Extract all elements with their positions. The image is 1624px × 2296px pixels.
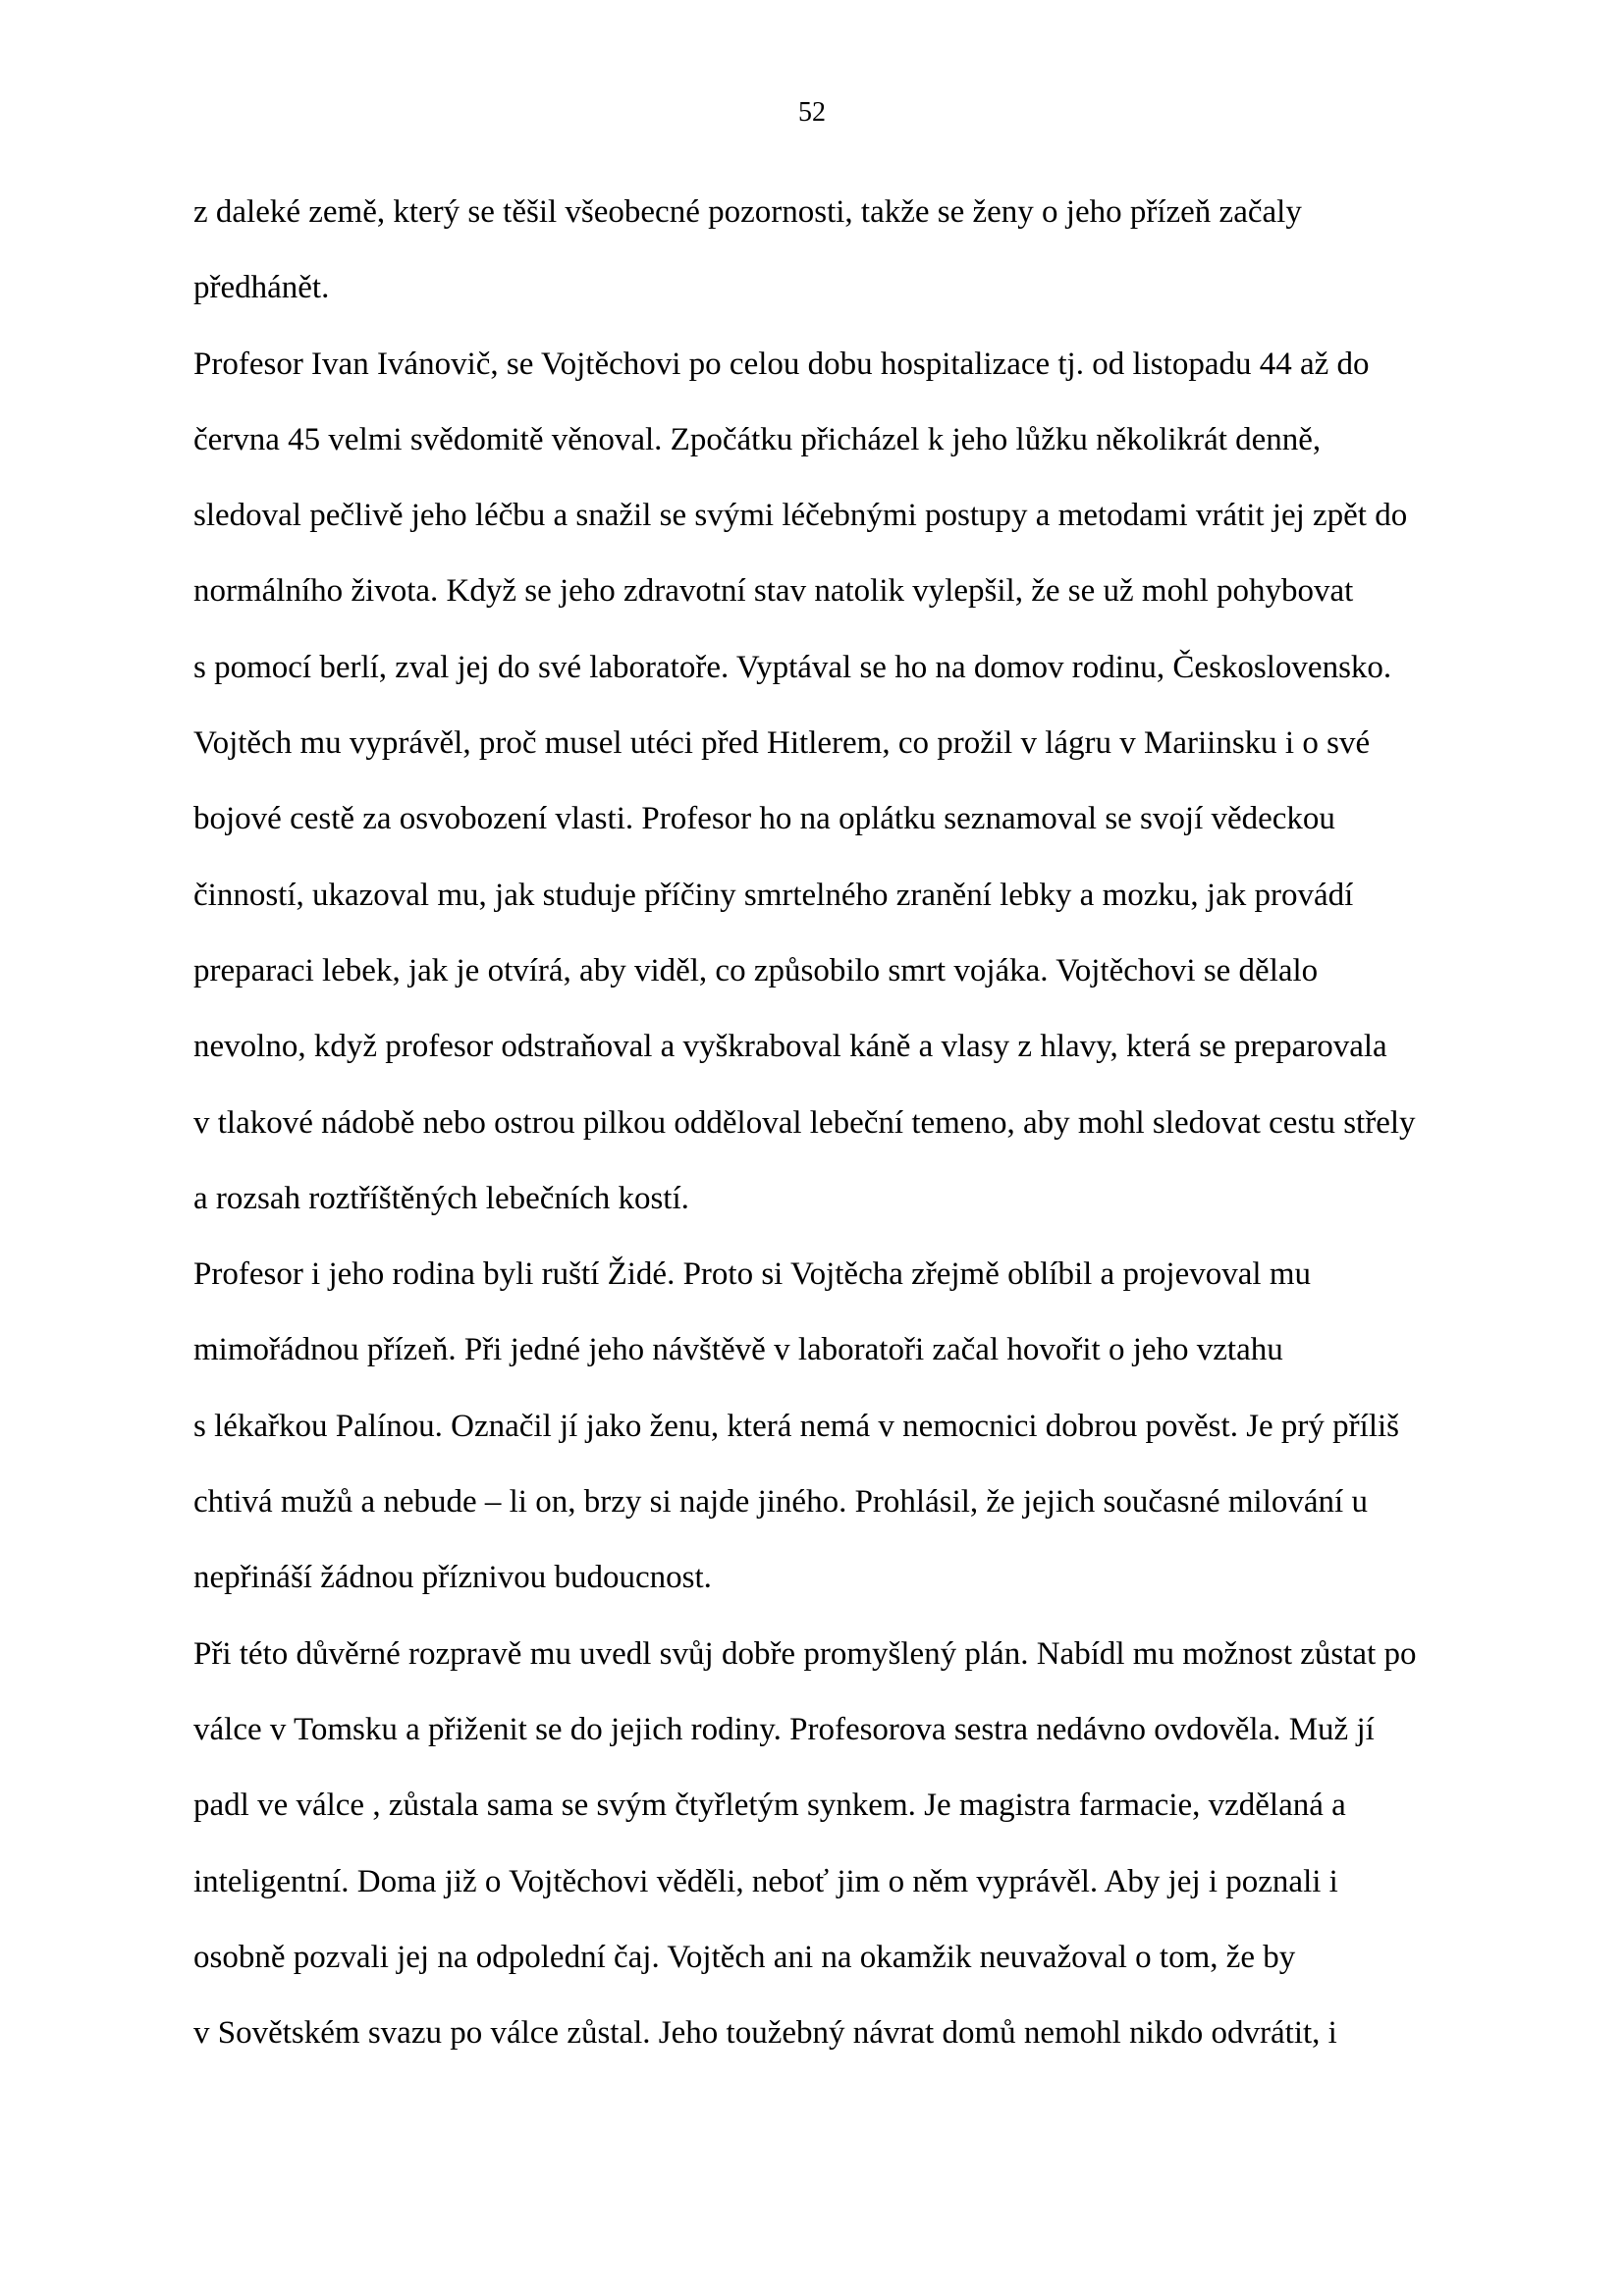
text-line: válce v Tomsku a přiženit se do jejich rodiny. Profesorova sestra nedávno ovdověla. Muž jí: [193, 1711, 1375, 1747]
text-line: nepřináší žádnou příznivou budoucnost.: [193, 1560, 712, 1596]
text-line: činností, ukazoval mu, jak studuje příčiny smrtelného zranění lebky a mozku, jak provádí: [193, 877, 1354, 913]
text-line: s lékařkou Palínou. Označil jí jako ženu, která nemá v nemocnici dobrou pověst. Je prý příliš: [193, 1408, 1400, 1444]
text-line: Vojtěch mu vyprávěl, proč musel utéci před Hitlerem, co prožil v lágru v Mariinsku i o své: [193, 725, 1371, 762]
text-line: bojové cestě za osvobození vlasti. Profesor ho na oplátku seznamoval se svojí vědeckou: [193, 801, 1335, 837]
text-line: s pomocí berlí, zval jej do své laboratoře. Vyptával se ho na domov rodinu, Československo.: [193, 649, 1392, 685]
text-line: sledoval pečlivě jeho léčbu a snažil se svými léčebnými postupy a metodami vrátit jej zpět do: [193, 498, 1408, 534]
text-line: inteligentní. Doma již o Vojtěchovi věděli, neboť jim o něm vyprávěl. Aby jej i poznali i: [193, 1863, 1338, 1899]
text-line: v tlakové nádobě nebo ostrou pilkou odděloval lebeční temeno, aby mohl sledovat cestu střely: [193, 1104, 1416, 1141]
text-line: normálního života. Když se jeho zdravotní stav natolik vylepšil, že se už mohl pohybovat: [193, 573, 1354, 610]
text-line: padl ve válce , zůstala sama se svým čtyřletým synkem. Je magistra farmacie, vzdělaná a: [193, 1788, 1346, 1824]
text-line: předhánět.: [193, 270, 330, 306]
text-line: v Sovětském svazu po válce zůstal. Jeho toužebný návrat domů nemohl nikdo odvrátit, i: [193, 2015, 1337, 2052]
text-line: Při této důvěrné rozpravě mu uvedl svůj dobře promyšlený plán. Nabídl mu možnost zůstat po: [193, 1635, 1417, 1672]
text-body: [193, 192, 1470, 2089]
text-line: června 45 velmi svědomitě věnoval. Zpočátku přicházel k jeho lůžku několikrát denně,: [193, 421, 1322, 457]
page-number: 52: [798, 97, 826, 128]
text-line: chtivá mužů a nebude – li on, brzy si najde jiného. Prohlásil, že jejich současné milování u: [193, 1484, 1368, 1521]
text-line: z daleké země, který se těšil všeobecné pozornosti, takže se ženy o jeho přízeň začaly: [193, 194, 1302, 230]
text-line: nevolno, když profesor odstraňoval a vyškraboval káně a vlasy z hlavy, která se preparovala: [193, 1029, 1387, 1065]
text-line: Profesor i jeho rodina byli ruští Židé. Proto si Vojtěcha zřejmě oblíbil a projevoval mu: [193, 1256, 1311, 1293]
text-line: a rozsah roztříštěných lebečních kostí.: [193, 1180, 689, 1216]
text-line: osobně pozvali jej na odpolední čaj. Vojtěch ani na okamžik neuvažoval o tom, že by: [193, 1939, 1296, 1975]
text-line: preparaci lebek, jak je otvírá, aby viděl, co způsobilo smrt vojáka. Vojtěchovi se dělalo: [193, 952, 1319, 988]
text-line: Profesor Ivan Ivánovič, se Vojtěchovi po celou dobu hospitalizace tj. od listopadu 44 až do: [193, 346, 1370, 382]
text-line: mimořádnou přízeň. Při jedné jeho návštěvě v laboratoři začal hovořit o jeho vztahu: [193, 1332, 1283, 1368]
